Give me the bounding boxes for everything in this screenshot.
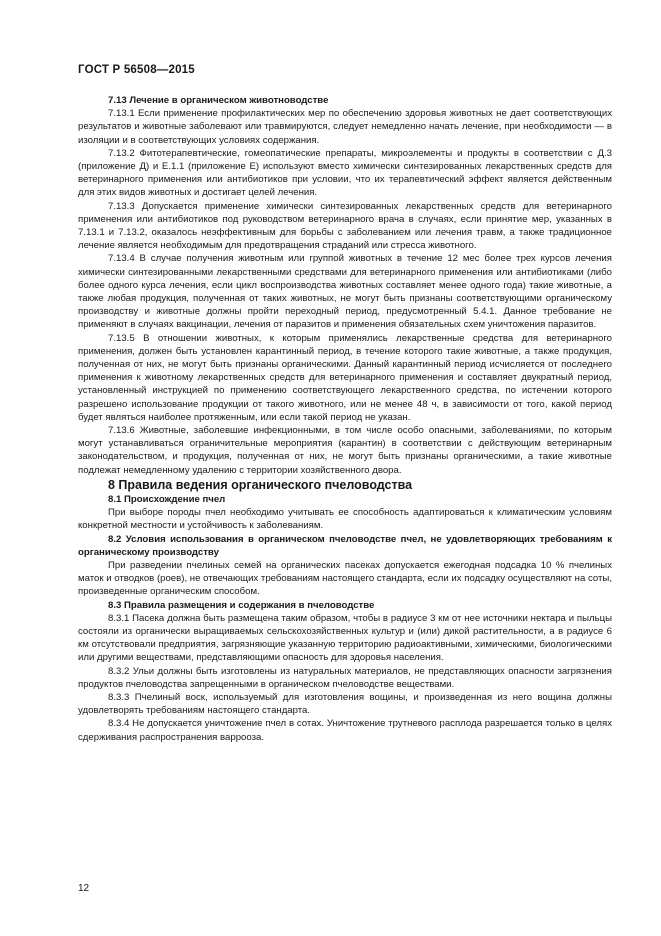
paragraph-8-1: При выборе породы пчел необходимо учитывать ее способность адаптироваться к климатическим условиям конкретной местности и устойчивость к заболеваниям. (78, 507, 612, 532)
section-8-heading: 8 Правила ведения органического пчеловодства (108, 477, 413, 492)
section-8-2-heading: 8.2 Условия использования в органическом пчеловодстве пчел, не удовлетворяющих требованиям к органическому производству (78, 533, 612, 558)
paragraph-8-3-1: 8.3.1 Пасека должна быть размещена таким образом, чтобы в радиусе 3 км от нее источники нектара и пыльцы состояли из органически выращиваемых сельскохозяйственных культур и (или) дикой растительности, а в радиусе 6 км отсутствовали предприятия, загрязняющие указанную территорию радиоактивными, химическими, биологическими или другими веществами, представляющими опасность для здоровья населения. (78, 612, 612, 664)
section-8-3-heading: 8.3 Правила размещения и содержания в пчеловодстве (108, 599, 375, 611)
page-number: 12 (78, 883, 90, 894)
paragraph-7-13-2: 7.13.2 Фитотерапевтические, гомеопатические препараты, микроэлементы и продукты в соответствии с Д.3 (приложение Д) и Е.1.1 (приложение Е) используют вместо химически синтезированных лекарственных средств для ветеринарного применения или антибиотиков при условии, что их терапевтический эффект является действенным для этих видов животных и достигает целей лечения. (78, 147, 612, 199)
paragraph-7-13-1: 7.13.1 Если применение профилактических мер по обеспечению здоровья животных не дает соответствующих результатов и животные заболевают или травмируются, следует немедленно начать лечение, при необходимости — в изоляции и в соответствующих условиях содержания. (78, 108, 612, 146)
document-header: ГОСТ Р 56508—2015 (78, 64, 195, 76)
paragraph-7-13-3: 7.13.3 Допускается применение химически синтезированных лекарственных средств для ветеринарного применения или антибиотиков под руководством ветеринарного врача в случаях, если принятие мер, указанных в 7.13.1 и 7.13.2, оказалось неэффективным для борьбы с заболеванием или лечения травм, а также традиционное лечение является необходимым для предотвращения страданий или стресса животного. (78, 200, 612, 252)
paragraph-8-3-4: 8.3.4 Не допускается уничтожение пчел в сотах. Уничтожение трутневого расплода разрешается только в целях сдерживания распространения варрооза. (78, 718, 612, 743)
paragraph-7-13-4: 7.13.4 В случае получения животным или группой животных в течение 12 мес более трех курсов лечения химически синтезированными лекарственными средствами для ветеринарного применения или антибиотиками (либо более одного курса лечения, если цикл воспроизводства животных составляет менее одного года) такие животные, а также любая продукция, полученная от таких животных, не могут быть признаны соответствующими органическому производству и животные должны пройти переходный период, предусмотренный 5.4.1. Данное требование не применяют в случаях вакцинации, лечения от паразитов и применения обязательных схем уничтожения паразитов. (78, 253, 612, 331)
section-7-13-heading: 7.13 Лечение в органическом животноводстве (108, 95, 329, 106)
section-8-1-heading: 8.1 Происхождение пчел (108, 493, 226, 505)
paragraph-8-3-2: 8.3.2 Ульи должны быть изготовлены из натуральных материалов, не представляющих опасности загрязнения продуктов пчеловодства запрещенными в органическом пчеловодстве веществами. (78, 665, 612, 690)
paragraph-8-2: При разведении пчелиных семей на органических пасеках допускается ежегодная подсадка 10 % пчелиных маток и отводков (роев), не отвечающих требованиям настоящего стандарта, если их подсадку осуществляют на соты, произведенные органическим способом. (78, 559, 612, 598)
document-body (78, 94, 612, 744)
paragraph-7-13-5: 7.13.5 В отношении животных, к которым применялись лекарственные средства для ветеринарного применения, должен быть установлен карантинный период, в течение которого такие животные, а также продукция, полученная от них, не могут быть признаны органическими. Данный карантинный период исчисляется от последнего применения к животному лекарственных средств для ветеринарного применения и составляет двукратный период, установленный инструкцией по применению соответствующего лекарственного средства, по истечении которого разрешено использование продукции от такого животного, или не менее 48 ч, в зависимости от того, какой период будет являться наиболее протяженным, или если такой период не указан. (78, 332, 612, 423)
paragraph-8-3-3: 8.3.3 Пчелиный воск, используемый для изготовления вощины, и произведенная из него вощина должны удовлетворять требованиям настоящего стандарта. (78, 691, 612, 717)
paragraph-7-13-6: 7.13.6 Животные, заболевшие инфекционными, в том числе особо опасными, заболеваниями, по которым могут устанавливаться ограничительные мероприятия (карантин) в соответствии с действующим ветеринарным законодательством, и продукция, полученная от них, не могут быть признаны органическими, а такие животные подлежат немедленному удалению с территории хозяйственного двора. (78, 425, 612, 476)
